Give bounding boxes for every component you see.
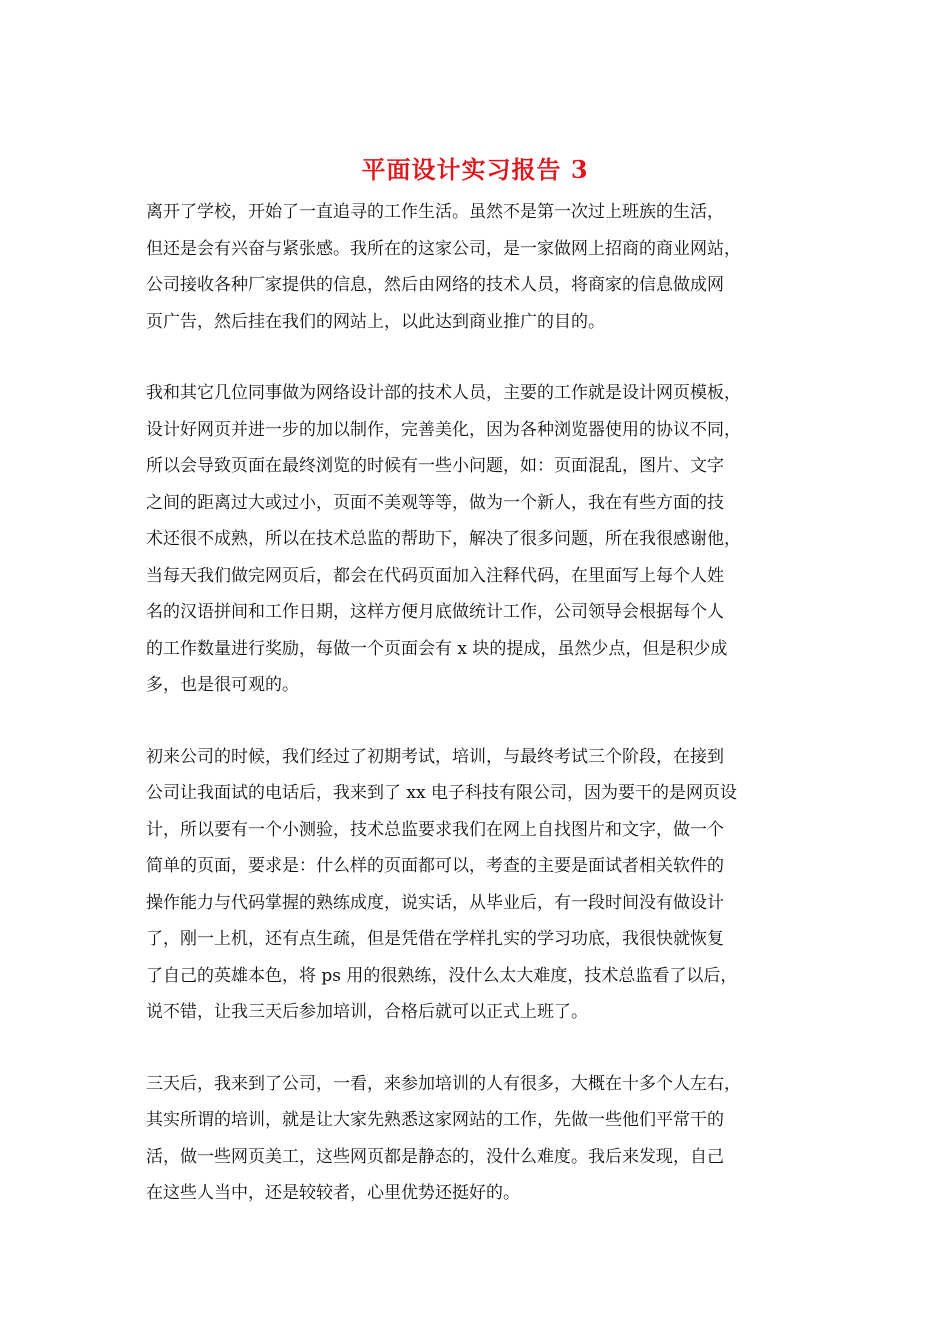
paragraph-2 [146,375,846,704]
paragraph-line: 但还是会有兴奋与紧张感。我所在的这家公司，是一家做网上招商的商业网站， [146,238,741,259]
paragraph-line: 的工作数量进行奖励，每做一个页面会有 x 块的提成，虽然少点，但是积少成 [146,638,728,659]
paragraph-line: 公司让我面试的电话后，我来到了 xx 电子科技有限公司，因为要干的是网页设 [146,783,737,803]
paragraph-line: 设计好网页并进一步的加以制作，完善美化，因为各种浏览器使用的协议不同， [146,419,741,440]
paragraph-line: 名的汉语拼间和工作日期，这样方便月底做统计工作，公司领导会根据每个人 [146,602,724,622]
paragraph-line: 多，也是很可观的。 [146,675,299,695]
paragraph-line: 公司接收各种厂家提供的信息，然后由网络的技术人员，将商家的信息做成网 [146,275,724,295]
paragraph-line: 术还很不成熟，所以在技术总监的帮助下，解决了很多问题，所在我很感谢他， [146,529,741,549]
paragraph-line: 简单的页面，要求是：什么样的页面都可以，考查的主要是面试者相关软件的 [146,856,724,876]
paragraph-3 [146,739,846,1031]
paragraph-line: 三天后，我来到了公司，一看，来参加培训的人有很多，大概在十多个人左右， [146,1073,741,1094]
paragraph-line: 计，所以要有一个小测验，技术总监要求我们在网上自找图片和文字，做一个 [146,819,724,840]
paragraph-spacer [146,1031,846,1066]
paragraph-spacer [146,340,846,375]
paragraph-line: 之间的距离过大或过小，页面不美观等等，做为一个新人，我在有些方面的技 [146,492,724,513]
paragraph-line: 当每天我们做完网页后，都会在代码页面加入注释代码，在里面写上每个人姓 [146,565,724,586]
paragraph-line: 所以会导致页面在最终浏览的时候有一些小问题，如：页面混乱，图片、文字 [146,456,724,476]
paragraph-line: 在这些人当中，还是较较者，心里优势还挺好的。 [146,1183,520,1203]
document-title: 平面设计实习报告 3 [361,155,589,184]
paragraph-line: 离开了学校，开始了一直追寻的工作生活。虽然不是第一次过上班族的生活， [146,202,724,222]
paragraph-line: 我和其它几位同事做为网络设计部的技术人员，主要的工作就是设计网页模板， [146,383,741,403]
paragraph-1 [146,194,846,340]
paragraph-line: 初来公司的时候，我们经过了初期考试，培训，与最终考试三个阶段，在接到 [146,746,724,767]
paragraph-line: 了，刚一上机，还有点生疏，但是凭借在学样扎实的学习功底，我很快就恢复 [146,929,724,949]
paragraph-line: 活，做一些网页美工，这些网页都是静态的，没什么难度。我后来发现，自己 [146,1146,724,1167]
paragraph-line: 页广告，然后挂在我们的网站上，以此达到商业推广的目的。 [146,311,605,332]
paragraph-line: 说不错，让我三天后参加培训，合格后就可以正式上班了。 [146,1002,588,1022]
paragraph-spacer [146,704,846,739]
paragraph-4 [146,1066,846,1212]
paragraph-line: 其实所谓的培训，就是让大家先熟悉这家网站的工作，先做一些他们平常干的 [146,1110,724,1130]
document-body [146,194,846,1212]
paragraph-line: 了自己的英雄本色，将 ps 用的很熟练，没什么太大难度，技术总监看了以后， [146,965,738,986]
paragraph-line: 操作能力与代码掌握的熟练成度，说实话，从毕业后，有一段时间没有做设计 [146,892,724,913]
